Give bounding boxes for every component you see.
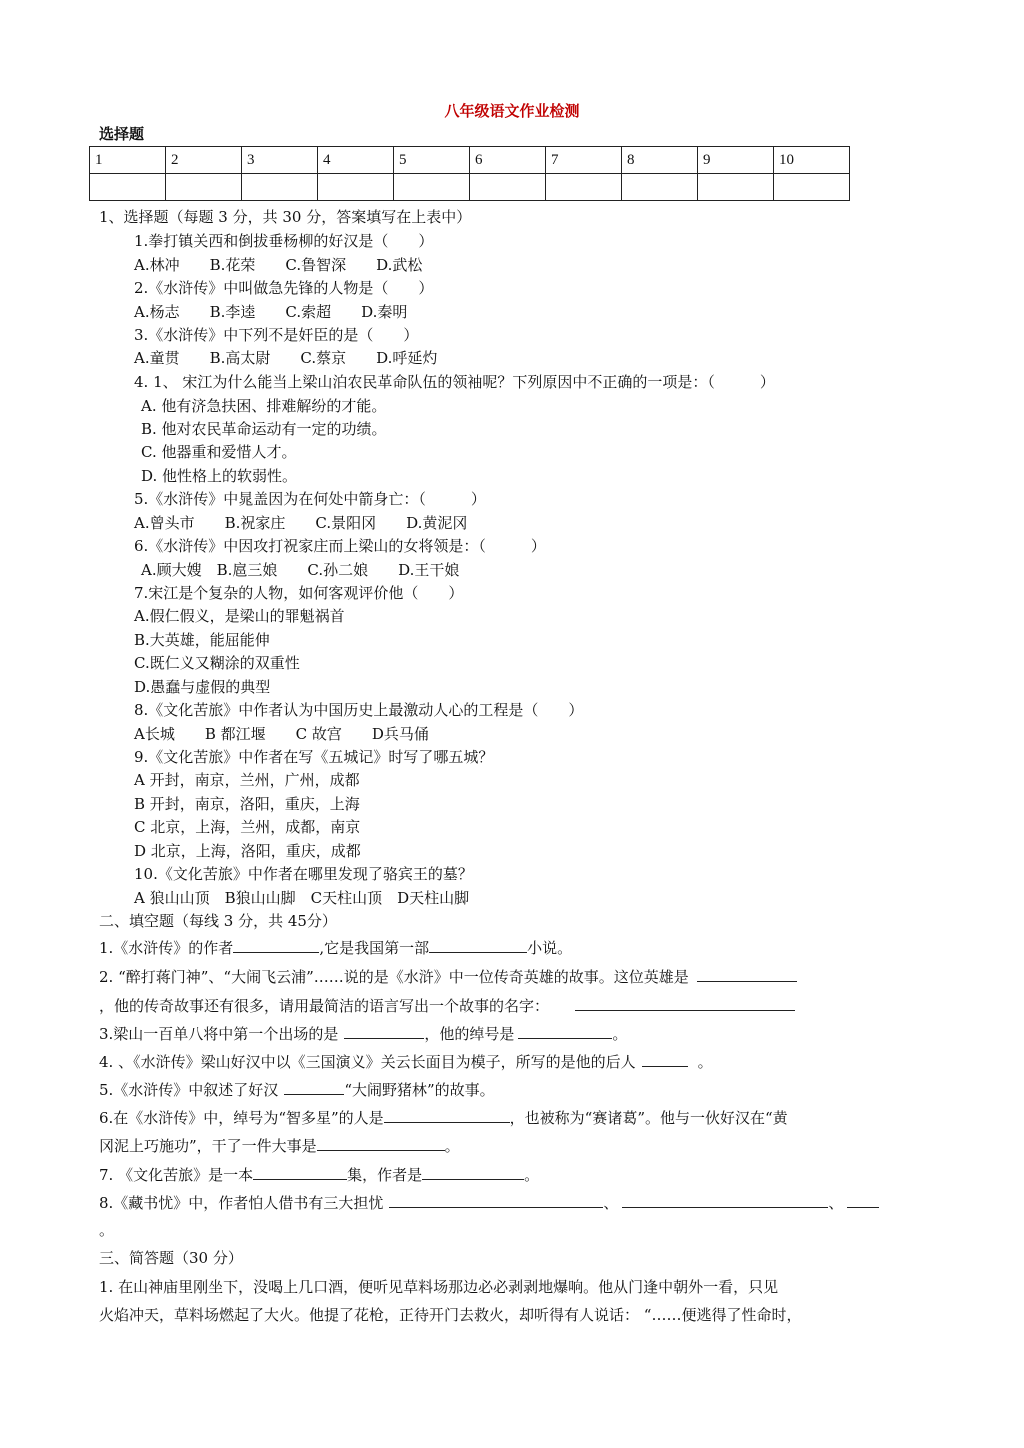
answer-blank[interactable] (253, 1165, 347, 1180)
question-text: 6.《水浒传》中因攻打祝家庄而上梁山的女将领是：（ ） (134, 537, 546, 555)
fill-question-8 (99, 1193, 879, 1213)
fill-text: ，他的传奇故事还有很多，请用最简洁的语言写出一个故事的名字： (99, 997, 550, 1015)
question-option: A. 他有济急扶困、排难解纷的才能。 (141, 397, 387, 415)
answer-cell[interactable] (394, 174, 470, 201)
answer-blank[interactable] (389, 1193, 603, 1208)
answer-table-header-row (90, 147, 850, 174)
question-options: A长城 B 都江堰 C 故宫 D兵马俑 (134, 725, 429, 743)
question-text: 1.拳打镇关西和倒拔垂杨柳的好汉是（ ） (134, 232, 434, 250)
fill-text: 、 (603, 1194, 619, 1212)
fill-text: 4. 、《水浒传》梁山好汉中以《三国演义》关云长面目为模子，所写的是他的后人 (99, 1053, 636, 1071)
answer-blank[interactable] (847, 1193, 879, 1208)
answer-cell[interactable] (622, 174, 698, 201)
answer-header-cell: 4 (318, 147, 394, 174)
question-option: B.大英雄，能屈能伸 (134, 631, 270, 649)
fill-text: 7. 《文化苦旅》是一本 (99, 1166, 254, 1184)
question-text: 10.《文化苦旅》中作者在哪里发现了骆宾王的墓？ (134, 865, 473, 883)
answer-blank[interactable] (317, 1136, 445, 1151)
question-text: 8.《文化苦旅》中作者认为中国历史上最激动人心的工程是（ ） (134, 701, 584, 719)
question-option: D.愚蠢与虚假的典型 (134, 678, 271, 696)
answer-header-cell: 8 (622, 147, 698, 174)
question-option: D. 他性格上的软弱性。 (141, 467, 298, 485)
answer-table-answer-row (90, 174, 850, 201)
fill-text: 。 (697, 1053, 713, 1071)
answer-blank[interactable] (284, 1080, 344, 1095)
answer-cell[interactable] (166, 174, 242, 201)
answer-cell[interactable] (470, 174, 546, 201)
fill-question-2 (99, 967, 797, 987)
fill-text: 集，作者是 (347, 1166, 423, 1184)
answer-header-cell: 6 (470, 147, 546, 174)
answer-blank[interactable] (233, 938, 319, 953)
question-options: A 狼山山顶 B狼山山脚 C天柱山顶 D天柱山脚 (134, 889, 470, 907)
fill-text: 3.梁山一百单八将中第一个出场的是 (99, 1025, 339, 1043)
page-title: 八年级语文作业检测 (444, 102, 580, 120)
answer-header-cell: 5 (394, 147, 470, 174)
fill-text: 、 (828, 1194, 844, 1212)
answer-blank[interactable] (575, 996, 795, 1011)
answer-cell[interactable] (546, 174, 622, 201)
answer-blank[interactable] (429, 938, 527, 953)
fill-text: 2. “醉打蒋门神”、“大闹飞云浦”……说的是《水浒》中一位传奇英雄的故事。这位英雄是 (99, 968, 689, 986)
fill-text: 冈泥上巧施功”，干了一件大事是 (99, 1137, 317, 1155)
question-options: A.童贯 B.高太尉 C.蔡京 D.呼延灼 (134, 349, 438, 367)
fill-text: ，也被称为“赛诸葛”。他与一伙好汉在“黄 (509, 1109, 788, 1127)
fill-question-2-cont (99, 996, 795, 1016)
answer-blank[interactable] (622, 1193, 828, 1208)
short-answer-heading: 三、简答题（30 分） (99, 1249, 243, 1267)
fill-question-4 (99, 1052, 713, 1072)
answer-table (89, 146, 850, 201)
answer-cell[interactable] (242, 174, 318, 201)
answer-header-cell: 10 (774, 147, 850, 174)
question-options: A.顾大嫂 B.扈三娘 C.孙二娘 D.王干娘 (141, 561, 460, 579)
question-text: 3.《水浒传》中下列不是奸臣的是（ ） (134, 326, 419, 344)
answer-blank[interactable] (518, 1024, 612, 1039)
question-option: B 开封，南京，洛阳，重庆，上海 (134, 795, 360, 813)
question-option: B. 他对农民革命运动有一定的功绩。 (141, 420, 387, 438)
question-text: 4. 1、 宋江为什么能当上梁山泊农民革命队伍的领袖呢？下列原因中不正确的一项是：（ ） (134, 373, 775, 391)
answer-cell[interactable] (698, 174, 774, 201)
answer-blank[interactable] (384, 1108, 510, 1123)
choice-section-label: 选择题 (99, 125, 145, 143)
fill-section-heading: 二、填空题（每线 3 分，共 45分） (99, 912, 337, 930)
answer-blank[interactable] (422, 1165, 524, 1180)
question-text: 5.《水浒传》中晁盖因为在何处中箭身亡：（ ） (134, 490, 486, 508)
fill-text: 6.在《水浒传》中，绰号为“智多星”的人是 (99, 1109, 384, 1127)
question-options: A.杨志 B.李逵 C.索超 D.秦明 (134, 303, 408, 321)
question-option: C 北京，上海，兰州，成都，南京 (134, 818, 361, 836)
fill-question-3 (99, 1024, 627, 1044)
question-options: A.曾头市 B.祝家庄 C.景阳冈 D.黄泥冈 (134, 514, 468, 532)
fill-text: 小说。 (527, 939, 573, 957)
answer-blank[interactable] (697, 967, 797, 982)
answer-header-cell: 1 (90, 147, 166, 174)
fill-question-6 (99, 1108, 788, 1128)
fill-text: 8.《藏书忧》中，作者怕人借书有三大担忧 (99, 1194, 384, 1212)
answer-cell[interactable] (90, 174, 166, 201)
answer-header-cell: 9 (698, 147, 774, 174)
question-text: 2.《水浒传》中叫做急先锋的人物是（ ） (134, 279, 434, 297)
fill-text: ,它是我国第一部 (319, 939, 430, 957)
fill-text: 5.《水浒传》中叙述了好汉 (99, 1081, 279, 1099)
fill-text: “大闹野猪林”的故事。 (344, 1081, 495, 1099)
fill-text: 。 (612, 1025, 628, 1043)
answer-cell[interactable] (774, 174, 850, 201)
fill-question-7 (99, 1165, 539, 1185)
fill-question-8-end: 。 (99, 1221, 115, 1239)
answer-header-cell: 2 (166, 147, 242, 174)
fill-text: 。 (524, 1166, 540, 1184)
fill-question-6-cont (99, 1136, 460, 1156)
passage-line: 火焰冲天，草料场燃起了大火。他提了花枪，正待开门去救火，却听得有人说话： “……便逃得了性命时， (99, 1306, 802, 1324)
question-option: C.既仁义又糊涂的双重性 (134, 654, 300, 672)
question-text: 7.宋江是个复杂的人物，如何客观评价他（ ） (134, 584, 464, 602)
question-option: A 开封，南京，兰州，广州，成都 (134, 771, 360, 789)
question-text: 9.《文化苦旅》中作者在写《五城记》时写了哪五城？ (134, 748, 494, 766)
answer-cell[interactable] (318, 174, 394, 201)
answer-header-cell: 7 (546, 147, 622, 174)
answer-header-cell: 3 (242, 147, 318, 174)
passage-line: 1. 在山神庙里刚坐下，没喝上几口酒，便听见草料场那边必必剥剥地爆响。他从门逢中朝外一看，只见 (99, 1278, 779, 1296)
fill-text: 1.《水浒传》的作者 (99, 939, 234, 957)
fill-text: 。 (444, 1137, 460, 1155)
answer-blank[interactable] (642, 1052, 688, 1067)
fill-question-5 (99, 1080, 495, 1100)
answer-blank[interactable] (344, 1024, 424, 1039)
fill-question-1 (99, 938, 572, 958)
question-option: A.假仁假义，是梁山的罪魁祸首 (134, 607, 345, 625)
question-option: C. 他器重和爱惜人才。 (141, 443, 297, 461)
fill-text: ，他的绰号是 (424, 1025, 515, 1043)
question-option: D 北京，上海，洛阳，重庆，成都 (134, 842, 361, 860)
choice-instructions: 1、选择题（每题 3 分，共 30 分，答案填写在上表中） (99, 208, 472, 226)
question-options: A.林冲 B.花荣 C.鲁智深 D.武松 (134, 256, 423, 274)
